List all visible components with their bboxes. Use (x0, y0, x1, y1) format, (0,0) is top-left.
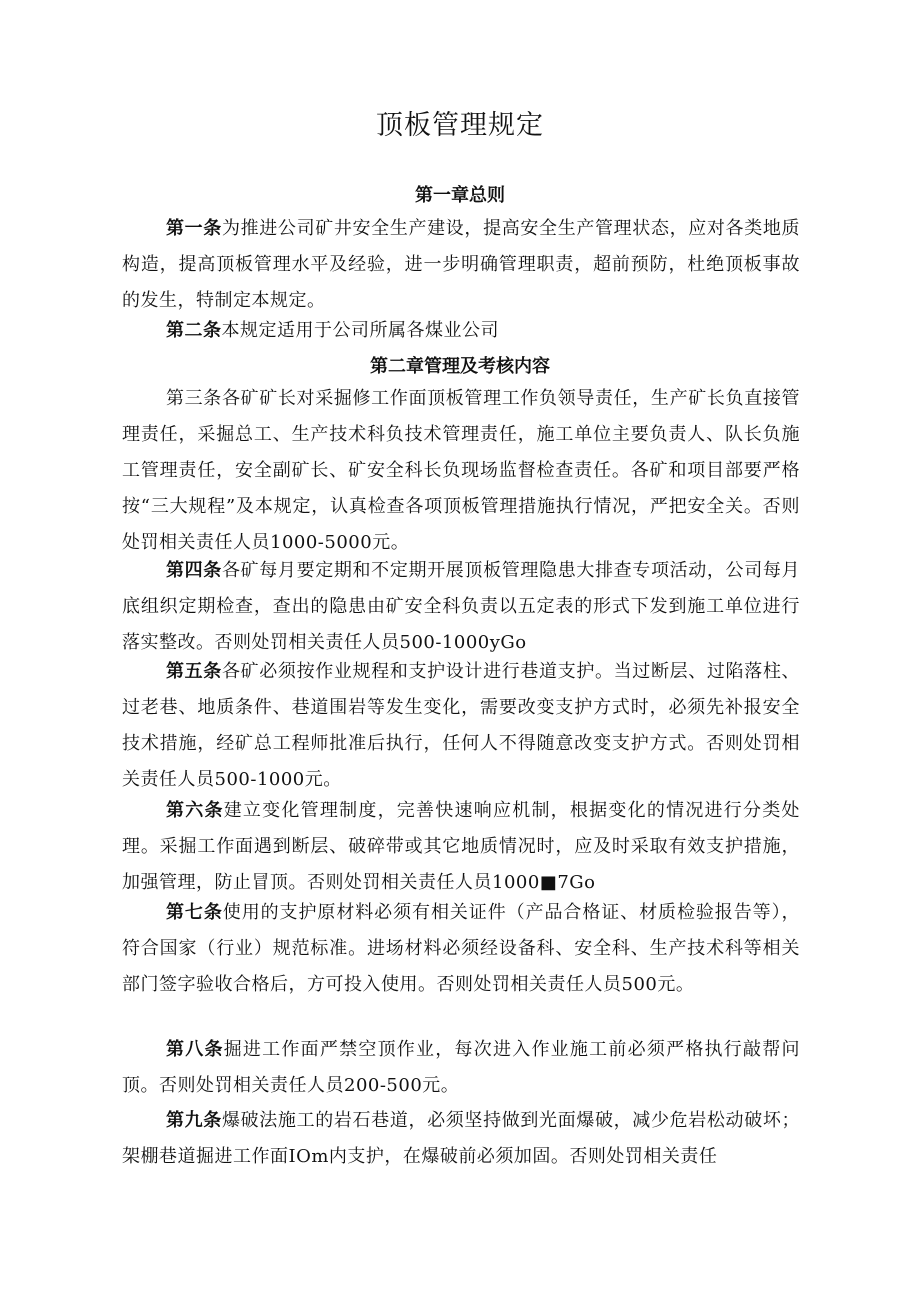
article-6-label: 第六条 (166, 800, 224, 821)
article-9-text: 爆破法施工的岩石巷道，必须坚持做到光面爆破，减少危岩松动破坏；架棚巷道掘进工作面IOm内支护，在爆破前必须加固。否则处罚相关责任 (122, 1110, 801, 1167)
article-6-text: 建立变化管理制度，完善快速响应机制，根据变化的情况进行分类处理。采掘工作面遇到断层、破碎带或其它地质情况时，应及时采取有效支护措施，加强管理，防止冒顶。否则处罚相关责任人员1000■7Go (122, 800, 800, 893)
article-9 (122, 1103, 800, 1175)
article-5 (122, 654, 800, 798)
article-4-label: 第四条 (166, 560, 222, 581)
article-3-text: 第三条各矿矿长对采掘修工作面顶板管理工作负领导责任，生产矿长负直接管理责任，采掘总工、生产技术科负技术管理责任，施工单位主要负责人、队长负施工管理责任，安全副矿长、矿安全科长负现场监督检查责任。各矿和项目部要严格按“三大规程”及本规定，认真检查各项顶板管理措施执行情况，严把安全关。否则处罚相关责任人员1000-5000元。 (122, 388, 800, 553)
article-8-label: 第八条 (166, 1039, 224, 1060)
article-5-text: 各矿必须按作业规程和支护设计进行巷道支护。当过断层、过陷落柱、过老巷、地质条件、巷道围岩等发生变化，需要改变支护方式时，必须先补报安全技术措施，经矿总工程师批准后执行，任何人不得随意改变支护方式。否则处罚相关责任人员500-1000元。 (122, 661, 801, 790)
article-1 (122, 211, 800, 319)
article-2-text: 本规定适用于公司所属各煤业公司 (221, 320, 499, 341)
article-4-text: 各矿每月要定期和不定期开展顶板管理隐患大排查专项活动，公司每月底组织定期检查，查出的隐患由矿安全科负责以五定表的形式下发到施工单位进行落实整改。否则处罚相关责任人员500-1000yGo (122, 560, 801, 653)
article-8-text: 掘进工作面严禁空顶作业，每次进入作业施工前必须严格执行敲帮问顶。否则处罚相关责任人员200-500元。 (122, 1039, 800, 1096)
article-2 (122, 313, 800, 349)
chapter-heading-1: 第一章总则 (415, 185, 505, 206)
article-3 (122, 381, 800, 561)
article-1-text: 为推进公司矿井安全生产建设，提高安全生产管理状态，应对各类地质构造，提高顶板管理水平及经验，进一步明确管理职责，超前预防，杜绝顶板事故的发生，特制定本规定。 (122, 218, 801, 311)
article-4 (122, 553, 800, 661)
chapter-heading-2: 第二章管理及考核内容 (370, 356, 550, 377)
article-2-label: 第二条 (166, 320, 222, 341)
article-5-label: 第五条 (166, 661, 222, 682)
article-7 (122, 895, 800, 1003)
article-8 (122, 1032, 800, 1104)
article-7-label: 第七条 (166, 902, 223, 923)
article-9-label: 第九条 (166, 1110, 222, 1131)
document-title: 顶板管理规定 (376, 110, 544, 141)
article-6 (122, 793, 800, 901)
article-1-label: 第一条 (166, 218, 222, 239)
article-7-text: 使用的支护原材料必须有相关证件（产品合格证、材质检验报告等），符合国家（行业）规范标准。进场材料必须经设备科、安全科、生产技术科等相关部门签字验收合格后，方可投入使用。否则处罚相关责任人员500元。 (122, 902, 801, 995)
